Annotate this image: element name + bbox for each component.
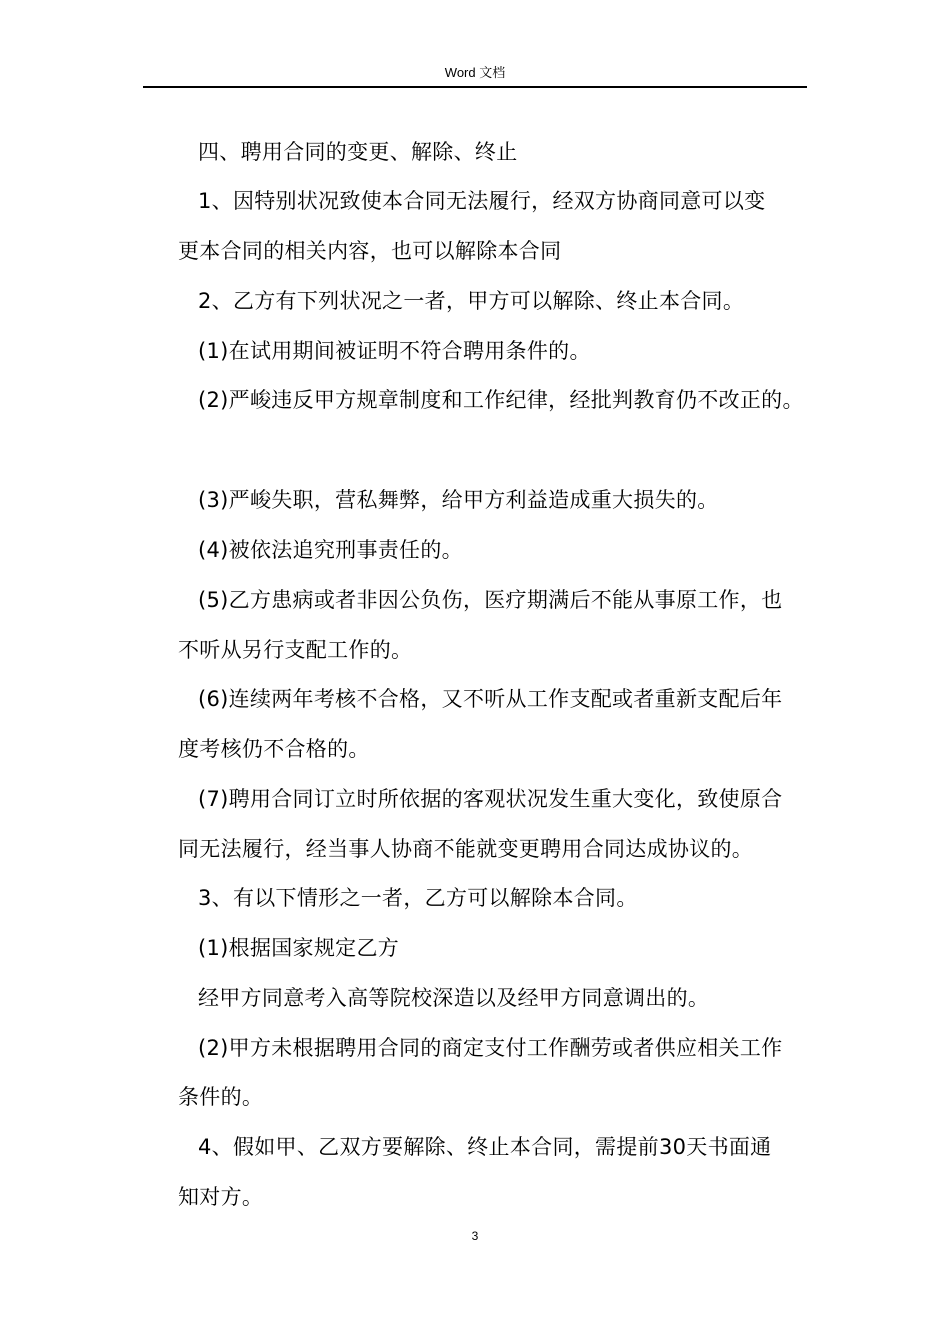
body-line: 不听从另行支配工作的。: [178, 638, 413, 662]
body-line: 知对方。: [178, 1185, 264, 1209]
body-line: (6)连续两年考核不合格，又不听从工作支配或者重新支配后年: [198, 687, 783, 711]
body-line: 条件的。: [178, 1085, 264, 1109]
body-line: (5)乙方患病或者非因公负伤，医疗期满后不能从事原工作，也: [198, 588, 783, 612]
body-line: 更本合同的相关内容，也可以解除本合同: [178, 239, 562, 263]
body-line: (2)甲方未根据聘用合同的商定支付工作酬劳或者供应相关工作: [198, 1036, 783, 1060]
body-line: (1)根据国家规定乙方: [198, 936, 400, 960]
section-heading: 四、聘用合同的变更、解除、终止: [198, 140, 518, 164]
body-line: 3、有以下情形之一者，乙方可以解除本合同。: [198, 886, 638, 910]
body-line: 1、因特别状况致使本合同无法履行，经双方协商同意可以变: [198, 189, 766, 213]
header-rule: [143, 86, 807, 88]
body-line: (2)严峻违反甲方规章制度和工作纪律，经批判教育仍不改正的。: [198, 388, 804, 412]
body-line: 经甲方同意考入高等院校深造以及经甲方同意调出的。: [198, 986, 710, 1010]
body-line: (4)被依法追究刑事责任的。: [198, 538, 463, 562]
body-line: 同无法履行，经当事人协商不能就变更聘用合同达成协议的。: [178, 837, 754, 861]
page-header: Word 文档: [444, 65, 506, 80]
page-number: 3: [471, 1229, 479, 1243]
body-line: (3)严峻失职，营私舞弊，给甲方利益造成重大损失的。: [198, 488, 719, 512]
body-line: (7)聘用合同订立时所依据的客观状况发生重大变化，致使原合: [198, 787, 783, 811]
body-line: 4、假如甲、乙双方要解除、终止本合同，需提前30天书面通: [198, 1135, 772, 1159]
body-line: 度考核仍不合格的。: [178, 737, 370, 761]
body-line: (1)在试用期间被证明不符合聘用条件的。: [198, 339, 591, 363]
body-line: 2、乙方有下列状况之一者，甲方可以解除、终止本合同。: [198, 289, 745, 313]
